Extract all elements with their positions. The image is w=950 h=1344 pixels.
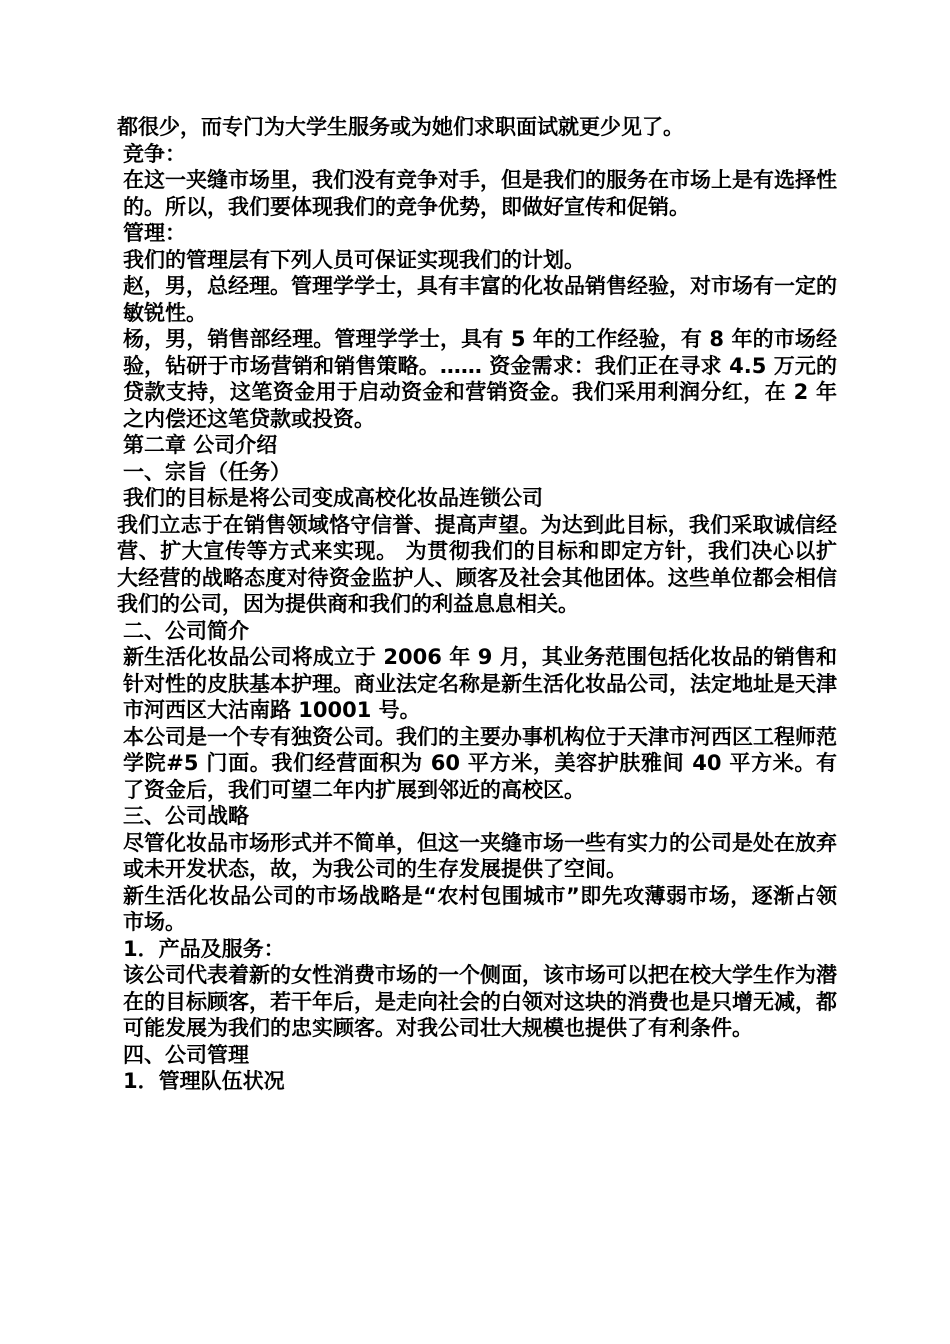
section-company-management-heading: 四、公司管理 — [123, 1042, 249, 1067]
document-page — [117, 114, 837, 1095]
paragraph-manager-yang: 杨，男，销售部经理。管理学学士，具有 5 年的工作经验，有 8 年的市场经验，钻研于市场营销和销售策略。…… 资金需求：我们正在寻求 4.5 万元的贷款支持，这笔资金用于启动资金和营销资金。我们采用利润分红，在 2 年之内偿还这笔贷款或投资。 — [123, 327, 837, 431]
subheading-management-team: 1．管理队伍状况 — [123, 1069, 285, 1093]
section-mission-heading: 一、宗旨（任务） — [123, 459, 291, 484]
heading-competition: 竞争： — [123, 141, 186, 166]
paragraph-profile-office: 本公司是一个专有独资公司。我们的主要办事机构位于天津市河西区工程师范学院#5 门面。我们经营面积为 60 平方米，美容护肤雅间 40 平方米。有了资金后，我们可望二年内扩展到邻近的高校区。 — [123, 724, 837, 802]
section-profile-heading: 二、公司简介 — [123, 618, 249, 643]
paragraph-profile-founding: 新生活化妆品公司将成立于 2006 年 9 月，其业务范围包括化妆品的销售和针对性的皮肤基本护理。商业法定名称是新生活化妆品公司，法定地址是天津市河西区大沽南路 10001 号。 — [123, 645, 837, 722]
paragraph-products-services: 该公司代表着新的女性消费市场的一个侧面，该市场可以把在校大学生作为潜在的目标顾客，若干年后，是走向社会的白领对这块的消费也是只增无减，都可能发展为我们的忠实顾客。对我公司壮大规模也提供了有利条件。 — [123, 963, 837, 1040]
subheading-products-services: 1．产品及服务： — [123, 936, 285, 961]
heading-management: 管理： — [123, 221, 186, 245]
paragraph-mission-detail: 我们立志于在销售领域恪守信誉、提高声望。为达到此目标，我们采取诚信经营、扩大宣传等方式来实现。 为贯彻我们的目标和即定方针，我们决心以扩大经营的战略态度对待资金监护人、顾客及社会其他团体。这些单位都会相信我们的公司，因为提供商和我们的利益息息相关。 — [117, 512, 837, 616]
paragraph-strategy-market: 尽管化妆品市场形式并不简单，但这一夹缝市场一些有实力的公司是处在放弃或未开发状态，故，为我公司的生存发展提供了空间。 — [123, 830, 837, 881]
chapter-two-heading: 第二章 公司介绍 — [123, 433, 278, 457]
paragraph-manager-zhao: 赵，男，总经理。管理学学士，具有丰富的化妆品销售经验，对市场有一定的敏锐性。 — [123, 274, 837, 325]
section-strategy-heading: 三、公司战略 — [123, 804, 249, 828]
paragraph-strategy-approach: 新生活化妆品公司的市场战略是“农村包围城市”即先攻薄弱市场，逐渐占领市场。 — [123, 883, 837, 934]
paragraph-intro-continuation: 都很少，而专门为大学生服务或为她们求职面试就更少见了。 — [117, 115, 684, 139]
paragraph-competition: 在这一夹缝市场里，我们没有竞争对手，但是我们的服务在市场上是有选择性的。所以，我们要体现我们的竞争优势，即做好宣传和促销。 — [123, 168, 837, 219]
paragraph-mission-goal: 我们的目标是将公司变成高校化妆品连锁公司 — [123, 486, 543, 510]
paragraph-management-intro: 我们的管理层有下列人员可保证实现我们的计划。 — [123, 247, 585, 272]
